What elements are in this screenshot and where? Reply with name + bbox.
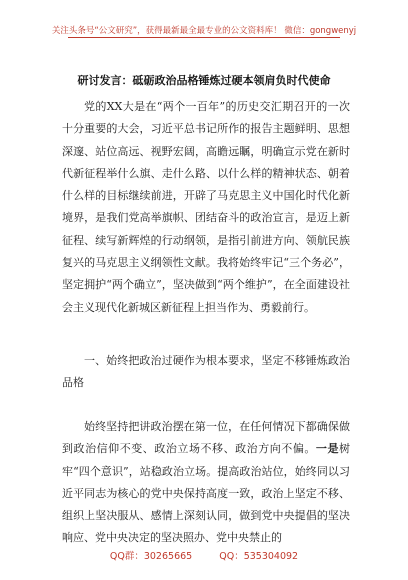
paragraph-3 [62,416,350,550]
paragraph-3-text [62,416,350,550]
paragraph-1-text: 党的XX大是在“两个一百年”的历史交汇期召开的一次十分重要的大会，习近平总书记所作的报告主题鲜明、思想深邃、站位高远、视野宏阔，高瞻远瞩，明确宣示党在新时代新征程举什么旗、走什么路、以什么样的精神状态、朝着什么样的目标继续前进，开辟了马克思主义中国化时代化新境界，是我们党高举旗帜、团结奋斗的政治宣言，是迈上新征程、续写新辉煌的行动纲领，是指引前进方向、领航民族复兴的马克思主义纲领性文献。我将始终牢记“三个务必”，坚定拥护“两个确立”，坚决做到“两个维护”，在全面建设社会主义现代化新城区新征程上担当作为、勇毅前行。 [62,100,350,314]
footer-qq-group: QQ群：30265665 [109,551,193,562]
paragraph-1 [62,96,350,319]
footer-contact [0,548,408,562]
header-divider [68,37,340,38]
paragraph-3-part-1: 始终坚持把讲政治摆在第一位，在任何情况下都确保做到政治信仰不变、政治立场不移、政治方向不偏。 [62,420,350,456]
footer-qq-number: QQ：535304092 [219,551,299,562]
paragraph-2 [62,350,350,395]
header-banner: 关注头条号“公文研究”，获得最新最全最专业的公文资料库！ 微信：gongwenyj [51,26,357,36]
paragraph-3-bold-marker: 一是 [315,442,340,456]
paragraph-3-part-2: 树牢“四个意识”，站稳政治立场。提高政治站位，始终同以习近平同志为核心的党中央保持高度一致，政治上坚定不移、组织上坚决服从、感情上深刻认同，做到党中央提倡的坚决响应、党中央决定的坚决照办、党中央禁止的 [62,442,351,545]
section-heading-1: 一、始终把政治过硬作为根本要求，坚定不移锤炼政治品格 [62,354,350,390]
document-title: 研讨发言：砥砺政治品格锤炼过硬本领肩负时代使命 [77,74,331,87]
